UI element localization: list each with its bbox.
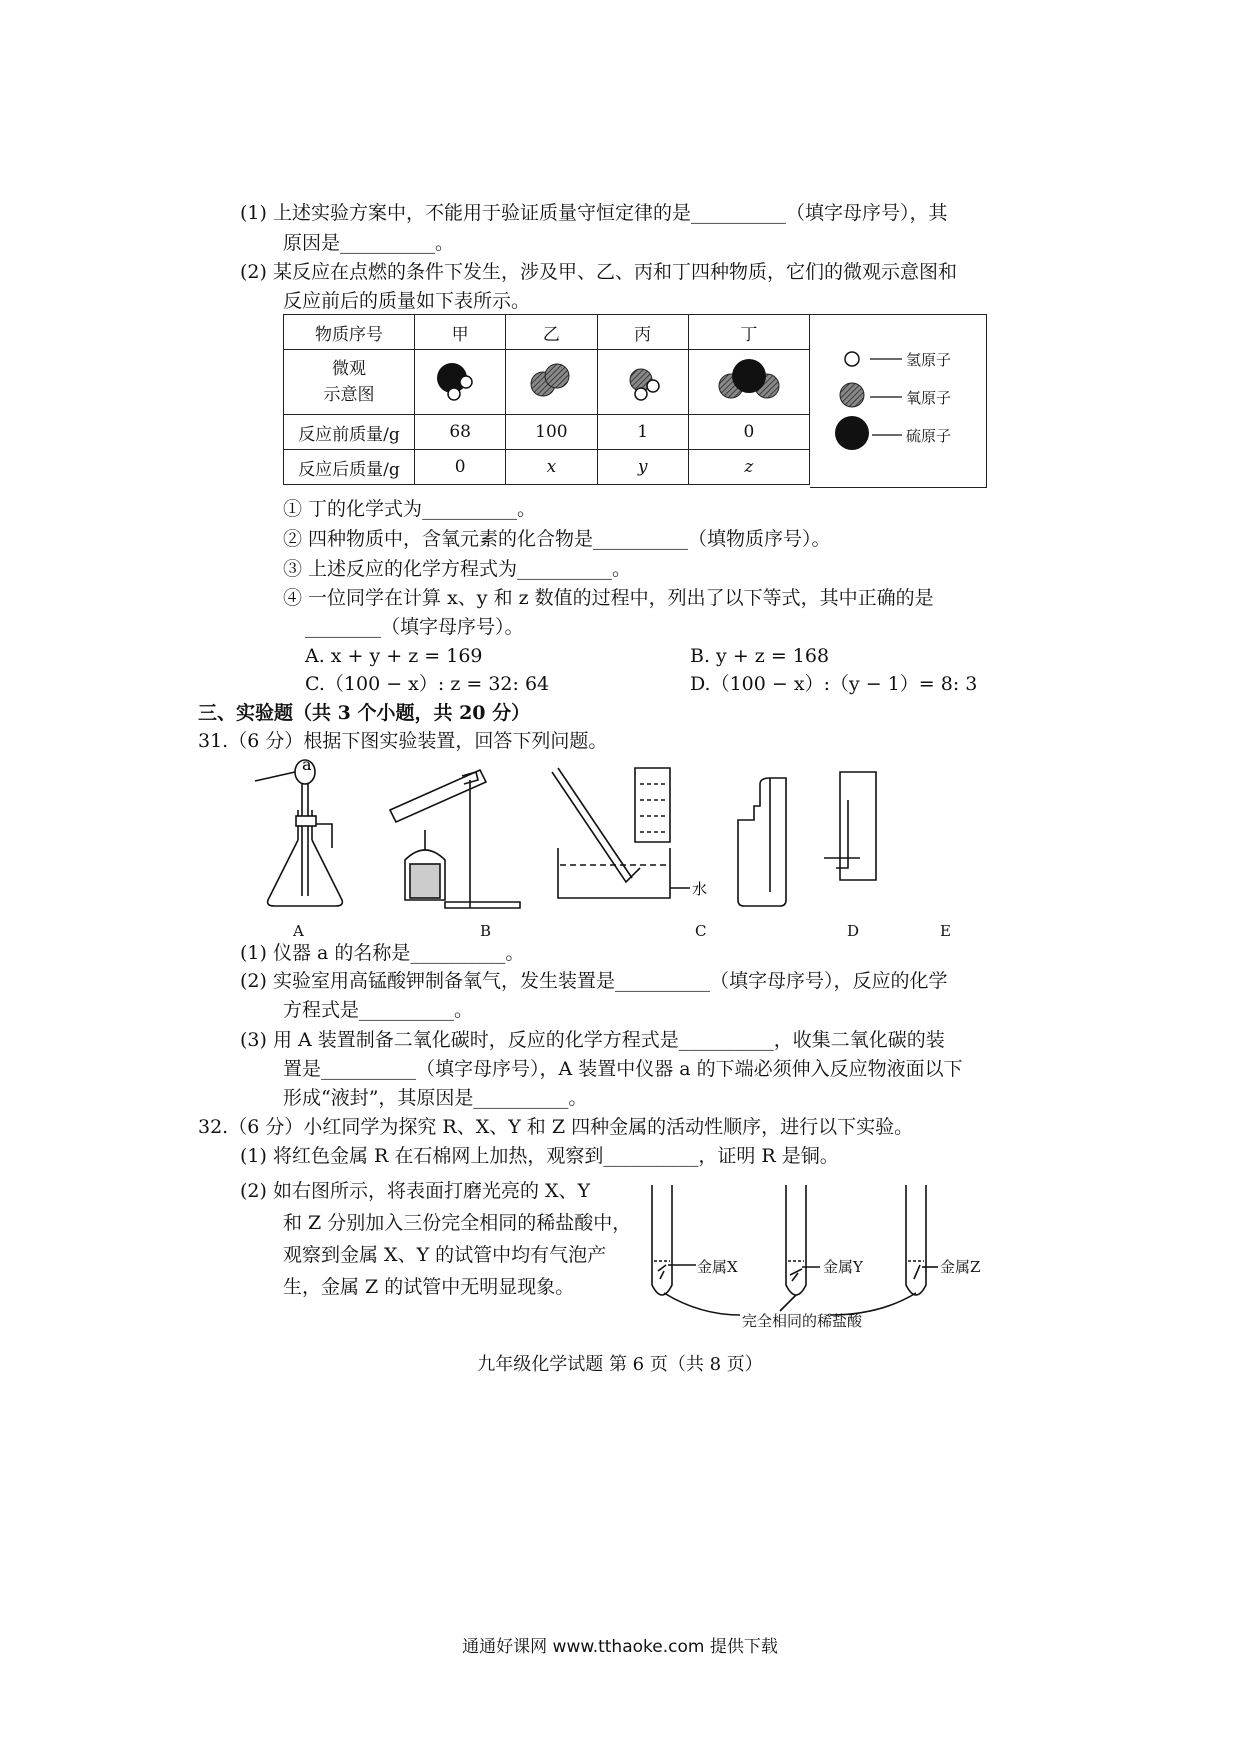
molecule-ding-icon (709, 354, 789, 406)
micro-label-line1: 微观 (332, 359, 366, 379)
before-mass-bing: 1 (597, 415, 688, 450)
option-c: C.（100 − x）: z = 32: 64 (305, 673, 550, 695)
q31-part1: (1) 仪器 a 的名称是__________。 (240, 942, 525, 964)
table-header-bing: 丙 (597, 315, 688, 350)
legend-sulfur: 硫原子 (906, 427, 952, 445)
q31-stem: 31.（6 分）根据下图实验装置，回答下列问题。 (198, 730, 608, 752)
q30-part1-line1: (1) 上述实验方案中，不能用于验证质量守恒定律的是__________（填字母序号），其 (240, 202, 948, 224)
q30-sub2: ② 四种物质中，含氧元素的化合物是__________（填物质序号）。 (283, 528, 831, 550)
before-mass-label: 反应前质量/g (284, 415, 415, 450)
table-header-label: 物质序号 (284, 315, 415, 350)
before-mass-ding: 0 (688, 415, 809, 450)
q31-part2-line2: 方程式是__________。 (283, 999, 474, 1021)
apparatus-a-label: a (302, 755, 312, 774)
micro-jia (415, 350, 506, 415)
q32-stem: 32.（6 分）小红同学为探究 R、X、Y 和 Z 四种金属的活动性顺序，进行以下实验。 (198, 1116, 914, 1138)
option-b: B. y + z = 168 (690, 645, 830, 667)
section-3-heading: 三、实验题（共 3 个小题，共 20 分） (198, 702, 531, 724)
q31-part3-line3: 形成“液封”，其原因是__________。 (283, 1087, 588, 1109)
sulfur-atom-icon (835, 416, 869, 450)
q32-part1: (1) 将红色金属 R 在石棉网上加热，观察到__________，证明 R 是铜。 (240, 1145, 839, 1167)
after-mass-bing: y (597, 450, 688, 485)
before-mass-yi: 100 (506, 415, 597, 450)
apparatus-label-d: D (847, 922, 860, 940)
micro-bing (597, 350, 688, 415)
micro-ding (688, 350, 809, 415)
q30-sub4-line2: ________（填字母序号）。 (305, 616, 524, 638)
q32-part2-line2: 和 Z 分别加入三份完全相同的稀盐酸中， (283, 1212, 632, 1234)
substance-table (283, 314, 810, 485)
table-header-yi: 乙 (506, 315, 597, 350)
option-a: A. x + y + z = 169 (305, 645, 483, 667)
page-footer: 九年级化学试题 第 6 页（共 8 页） (477, 1354, 763, 1375)
q31-part3-line1: (3) 用 A 装置制备二氧化碳时，反应的化学方程式是__________，收集二氧化碳的装 (240, 1029, 945, 1051)
q31-part2-line1: (2) 实验室用高锰酸钾制备氧气，发生装置是__________（填字母序号），反应的化学 (240, 970, 948, 992)
q30-part1-line2: 原因是__________。 (283, 232, 455, 254)
after-mass-jia: 0 (415, 450, 506, 485)
apparatus-label-c: C (695, 922, 707, 940)
before-mass-jia: 68 (415, 415, 506, 450)
micro-label-line2: 示意图 (323, 385, 375, 405)
micro-label (284, 350, 415, 415)
q30-part2-line1: (2) 某反应在点燃的条件下发生，涉及甲、乙、丙和丁四种物质，它们的微观示意图和 (240, 261, 957, 283)
table-header-ding: 丁 (688, 315, 809, 350)
molecule-bing-icon (613, 354, 673, 406)
tube-label-y: 金属Y (823, 1258, 863, 1276)
apparatus-label-a: A (293, 922, 304, 940)
q30-sub1: ① 丁的化学式为__________。 (283, 498, 537, 520)
q30-sub4-line1: ④ 一位同学在计算 x、y 和 z 数值的过程中，列出了以下等式，其中正确的是 (283, 587, 934, 609)
q30-part2-line2: 反应前后的质量如下表所示。 (283, 290, 531, 312)
legend-hydrogen: 氢原子 (906, 351, 952, 369)
q32-part2-line3: 观察到金属 X、Y 的试管中均有气泡产 (283, 1244, 607, 1266)
q31-part3-line2: 置是__________（填字母序号），A 装置中仪器 a 的下端必须伸入反应物液面以下 (283, 1058, 963, 1080)
legend-oxygen: 氧原子 (906, 389, 952, 407)
molecule-yi-icon (521, 354, 581, 406)
q32-part2-line1: (2) 如右图所示，将表面打磨光亮的 X、Y (240, 1180, 591, 1202)
oxygen-atom-icon (840, 383, 864, 407)
apparatus-label-b: B (480, 922, 492, 940)
after-mass-yi: x (506, 450, 597, 485)
atom-legend (810, 314, 987, 488)
molecule-jia-icon (430, 354, 490, 406)
acid-label: 完全相同的稀盐酸 (742, 1312, 863, 1330)
apparatus-label-e: E (940, 922, 951, 940)
table-header-jia: 甲 (415, 315, 506, 350)
legend-icons (810, 315, 986, 487)
q32-part2-line4: 生，金属 Z 的试管中无明显现象。 (283, 1276, 575, 1298)
download-watermark: 通通好课网 www.tthaoke.com 提供下载 (462, 1637, 778, 1657)
apparatus-figure (240, 750, 1040, 930)
option-d: D.（100 − x）:（y − 1）= 8: 3 (690, 673, 978, 695)
micro-yi (506, 350, 597, 415)
after-mass-label: 反应后质量/g (284, 450, 415, 485)
water-label: 水 (692, 880, 708, 898)
hydrogen-atom-icon (845, 352, 859, 366)
tube-label-x: 金属X (697, 1258, 738, 1276)
q30-sub3: ③ 上述反应的化学方程式为__________。 (283, 558, 632, 580)
after-mass-ding: z (688, 450, 809, 485)
tube-label-z: 金属Z (940, 1258, 981, 1276)
